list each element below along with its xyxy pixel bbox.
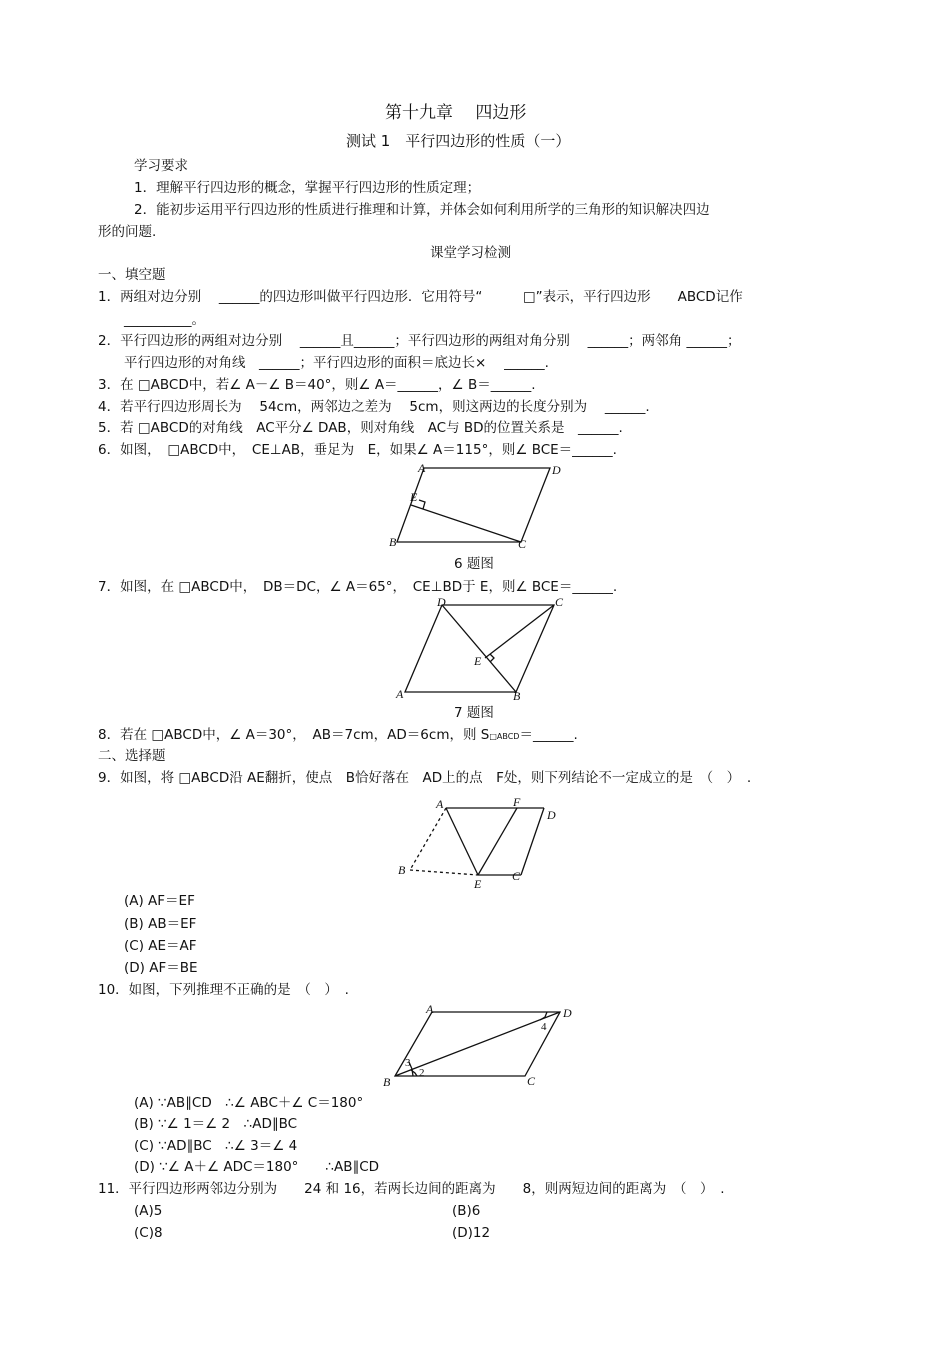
question-9-option-a: (A) AF＝EF <box>124 893 195 909</box>
question-2-line2: 平行四边形的对角线 ______；平行四边形的面积＝底边长× ______. <box>124 355 549 371</box>
fig10-label-4: 4 <box>541 1021 547 1033</box>
figure-6-caption: 6 题图 <box>454 556 494 572</box>
fig7-label-c: C <box>555 595 564 609</box>
question-8-text: 8．若在 □ABCD中，∠ A＝30°， AB＝7cm，AD＝6cm，则 S <box>98 727 490 743</box>
test-title: 测试 1 平行四边形的性质（一） <box>346 132 571 150</box>
fig6-label-a: A <box>418 461 426 475</box>
fig10-label-a: A <box>426 1002 434 1016</box>
figure-10 <box>375 1000 585 1092</box>
requirement-1: 1．理解平行四边形的概念，掌握平行四边形的性质定理； <box>134 180 481 196</box>
question-3: 3．在 □ABCD中，若∠ A－∠ B＝40°，则∠ A＝______，∠ B＝______. <box>98 377 536 393</box>
requirements-heading: 学习要求 <box>134 158 188 174</box>
question-2-line1: 2．平行四边形的两组对边分别 ______且______；平行四边形的两组对角分别 ______；两邻角 ______； <box>98 333 741 349</box>
question-1-line1: 1．两组对边分别 ______的四边形叫做平行四边形．它用符号“ □”表示，平行四边形 ABCD记作 <box>98 289 743 305</box>
question-9-option-b: (B) AB＝EF <box>124 916 197 932</box>
question-9-option-c: (C) AE＝AF <box>124 938 197 954</box>
fig10-label-2: 2 <box>419 1067 425 1079</box>
fig7-label-b: B <box>513 689 521 703</box>
section-title: 课堂学习检测 <box>430 245 511 261</box>
fig9-label-f: F <box>513 795 521 809</box>
question-9: 9．如图，将 □ABCD沿 AE翻折，使点 B恰好落在 AD上的点 F处，则下列结论不一定成立的是 （ ） . <box>98 770 752 786</box>
question-6: 6．如图， □ABCD中， CE⊥AB，垂足为 E，如果∠ A＝115°，则∠ BCE＝______. <box>98 442 617 458</box>
fig9-fold-ae <box>446 808 478 875</box>
fig10-label-b: B <box>383 1075 391 1089</box>
fig7-segment-ce <box>485 605 554 658</box>
fig6-label-e: E <box>410 490 418 504</box>
fig10-label-d: D <box>563 1006 572 1020</box>
requirement-2-line2: 形的问题. <box>98 224 157 240</box>
figure-6 <box>380 460 570 552</box>
fig6-label-c: C <box>518 537 527 551</box>
fig7-diagonal-db <box>442 605 516 692</box>
question-11-option-c: (C)8 <box>134 1225 163 1241</box>
fig9-side-dc <box>521 808 544 875</box>
question-11-option-a: (A)5 <box>134 1203 163 1219</box>
fig7-label-d: D <box>437 595 446 609</box>
part2-heading: 二、选择题 <box>98 748 166 764</box>
question-11: 11．平行四边形两邻边分别为 24 和 16，若两长边间的距离为 8，则两短边间的距离为 （ ） . <box>98 1181 725 1197</box>
fig10-angle-2-arc <box>411 1070 417 1076</box>
question-11-option-d: (D)12 <box>452 1225 491 1241</box>
question-8 <box>98 726 578 746</box>
figure-7 <box>390 594 570 704</box>
fig9-label-e: E <box>474 877 482 889</box>
question-4: 4．若平行四边形周长为 54cm，两邻边之差为 5cm，则这两边的长度分别为 ______. <box>98 399 650 415</box>
chapter-title: 第十九章 四边形 <box>385 103 527 123</box>
question-9-option-d: (D) AF＝BE <box>124 960 198 976</box>
fig6-segment-ce <box>411 505 521 542</box>
fig10-label-3: 3 <box>405 1057 411 1069</box>
question-10: 10．如图，下列推理不正确的是 （ ） . <box>98 982 349 998</box>
question-1-line2: __________。 <box>124 312 205 328</box>
fig6-label-b: B <box>389 535 397 549</box>
fig9-label-d: D <box>547 808 556 822</box>
fig9-dashed-ab <box>410 808 446 870</box>
fig9-segment-fe <box>478 808 517 875</box>
question-7: 7．如图，在 □ABCD中， DB＝DC，∠ A＝65°， CE⊥BD于 E，则∠ BCE＝______. <box>98 579 618 595</box>
fig7-label-a: A <box>396 687 404 701</box>
question-10-option-b: (B) ∵∠ 1＝∠ 2 ∴AD∥BC <box>134 1116 298 1132</box>
requirement-2-line1: 2．能初步运用平行四边形的性质进行推理和计算，并体会如何利用所学的三角形的知识解决四边 <box>134 202 710 218</box>
question-5: 5．若 □ABCD的对角线 AC平分∠ DAB，则对角线 AC与 BD的位置关系是 ______. <box>98 420 623 436</box>
fig9-label-c: C <box>512 869 521 883</box>
fig9-label-a: A <box>436 797 444 811</box>
question-8-subscript: □ABCD <box>489 732 520 741</box>
question-10-option-d: (D) ∵∠ A＋∠ ADC＝180° ∴AB∥CD <box>134 1159 380 1175</box>
fig9-label-b: B <box>398 863 406 877</box>
question-10-option-a: (A) ∵AB∥CD ∴∠ ABC＋∠ C＝180° <box>134 1095 364 1111</box>
question-8-tail: ＝______. <box>519 727 578 743</box>
figure-7-caption: 7 题图 <box>454 705 494 721</box>
fig6-label-d: D <box>552 463 561 477</box>
part1-heading: 一、填空题 <box>98 267 166 283</box>
figure-9 <box>390 794 560 889</box>
fig10-label-c: C <box>527 1074 536 1088</box>
question-11-option-b: (B)6 <box>452 1203 481 1219</box>
fig6-parallelogram <box>397 468 550 542</box>
question-10-option-c: (C) ∵AD∥BC ∴∠ 3＝∠ 4 <box>134 1138 298 1154</box>
fig7-label-e: E <box>474 654 482 668</box>
fig7-right-angle-mark <box>490 654 494 662</box>
fig9-dashed-be <box>410 870 478 875</box>
